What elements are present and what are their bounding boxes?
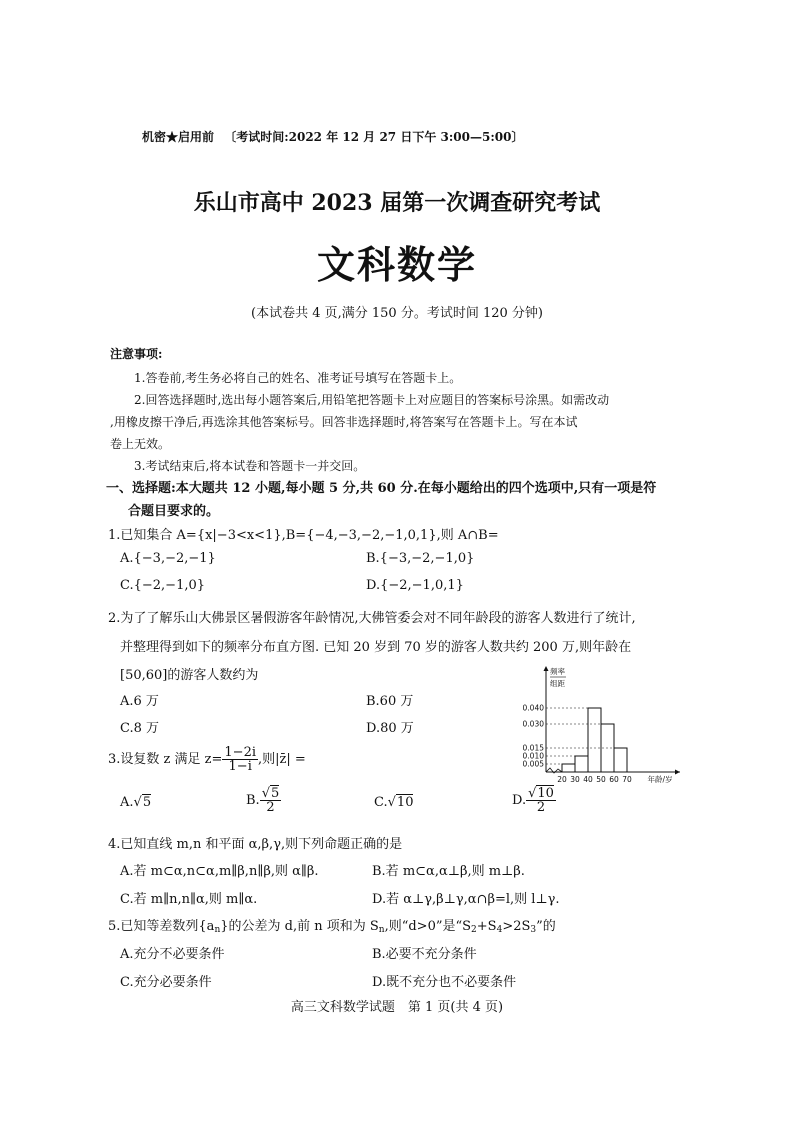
q5-subscript-s-n: n bbox=[378, 925, 385, 935]
q3-option-a-radicand: 5 bbox=[142, 795, 152, 810]
q2-option-a: A.6 万 bbox=[120, 694, 159, 709]
note-2-line-3: 卷上无效。 bbox=[110, 437, 171, 451]
q3-fraction bbox=[222, 746, 258, 773]
q2-line-3: [50,60]的游客人数约为 bbox=[120, 668, 259, 683]
q3-option-a-label: A. bbox=[120, 795, 134, 810]
secret-label: 机密★启用前 bbox=[142, 130, 215, 144]
q5-option-a: A.充分不必要条件 bbox=[120, 947, 225, 962]
q2-line-2: 并整理得到如下的频率分布直方图. 已知 20 岁到 70 岁的游客人数共约 200 万,则年龄在 bbox=[120, 640, 632, 655]
q5-stem-part-2: }的公差为 d,前 n 项和为 S bbox=[220, 919, 379, 934]
q3-option-d-radicand: 10 bbox=[537, 786, 554, 801]
q3-option-c-label: C. bbox=[374, 795, 388, 810]
q3-stem bbox=[108, 746, 306, 773]
x-tick-label: 60 bbox=[609, 775, 619, 784]
q3-option-d bbox=[512, 787, 556, 814]
y-tick-label: 0.005 bbox=[522, 759, 544, 769]
x-tick-label: 30 bbox=[570, 775, 580, 784]
histogram-bar bbox=[575, 756, 588, 772]
q4-option-d: D.若 α⊥γ,β⊥γ,α∩β=l,则 l⊥γ. bbox=[372, 892, 560, 907]
q5-option-c: C.充分必要条件 bbox=[120, 975, 212, 990]
q4-option-c: C.若 m∥n,n∥α,则 m∥α. bbox=[120, 892, 258, 907]
histogram-bar bbox=[588, 708, 601, 772]
x-tick-label: 20 bbox=[557, 775, 567, 784]
q5-option-b: B.必要不充分条件 bbox=[372, 947, 477, 962]
q5-stem-part-1: 5.已知等差数列{a bbox=[108, 919, 215, 934]
q5-greater: >2S bbox=[502, 919, 531, 934]
q3-option-b-radicand: 5 bbox=[270, 786, 280, 801]
x-axis-label: 年龄/岁 bbox=[647, 775, 673, 784]
q3-option-d-denominator: 2 bbox=[536, 800, 546, 815]
q2-line-1: 2.为了了解乐山大佛景区暑假游客年龄情况,大佛管委会对不同年龄段的游客人数进行了统计, bbox=[108, 611, 636, 626]
q4-option-a: A.若 m⊂α,n⊂α,m∥β,n∥β,则 α∥β. bbox=[120, 864, 319, 879]
q5-stem-end: ”的 bbox=[536, 919, 556, 934]
y-tick-label: 0.010 bbox=[522, 751, 544, 761]
q2-option-d: D.80 万 bbox=[366, 721, 414, 736]
y-axis-label-bottom: 组距 bbox=[550, 679, 565, 688]
q2-option-b: B.60 万 bbox=[366, 694, 414, 709]
q3-denominator: 1−i bbox=[228, 759, 252, 774]
subject-title: 文科数学 bbox=[316, 242, 477, 287]
x-tick-label: 50 bbox=[596, 775, 606, 784]
y-tick-label: 0.040 bbox=[522, 703, 544, 713]
q5-subscript-4: 4 bbox=[496, 925, 503, 935]
q3-option-c: C.√10 bbox=[374, 795, 414, 810]
q3-stem-suffix: ,则|z̄| = bbox=[258, 752, 306, 767]
q3-numerator: 1−2i bbox=[224, 745, 256, 760]
q5-subscript-2: 2 bbox=[471, 925, 477, 935]
note-3: 3.考试结束后,将本试卷和答题卡一并交回。 bbox=[134, 459, 366, 473]
q5-subscript-a-n: n bbox=[214, 925, 221, 935]
y-tick-label: 0.015 bbox=[522, 743, 544, 753]
x-axis-arrow bbox=[675, 770, 680, 775]
section-1-line-2: 合题目要求的。 bbox=[128, 504, 220, 519]
x-tick-label: 70 bbox=[622, 775, 632, 784]
note-2-line-2: ,用橡皮擦干净后,再选涂其他答案标号。回答非选择题时,将答案写在答题卡上。写在本试 bbox=[110, 415, 578, 429]
q4-stem: 4.已知直线 m,n 和平面 α,β,γ,则下列命题正确的是 bbox=[108, 837, 403, 852]
q1-option-b: B.{−3,−2,−1,0} bbox=[366, 551, 475, 566]
q4-option-b: B.若 m⊂α,α⊥β,则 m⊥β. bbox=[372, 864, 525, 879]
q5-plus: +S bbox=[476, 919, 497, 934]
y-tick-label: 0.030 bbox=[522, 719, 544, 729]
histogram-bar bbox=[614, 748, 627, 772]
q5-option-d: D.既不充分也不必要条件 bbox=[372, 975, 517, 990]
q5-subscript-3: 3 bbox=[530, 925, 537, 935]
q3-option-b-label: B. bbox=[246, 793, 260, 808]
page-footer: 高三文科数学试题 第 1 页(共 4 页) bbox=[290, 1000, 504, 1015]
q3-option-b bbox=[246, 787, 281, 814]
age-histogram bbox=[510, 664, 690, 790]
q1-option-a: A.{−3,−2,−1} bbox=[120, 551, 216, 566]
y-axis-arrow bbox=[544, 666, 549, 671]
section-1-line-1: 一、选择题:本大题共 12 小题,每小题 5 分,共 60 分.在每小题给出的四个选项中,只有一项是符 bbox=[106, 481, 657, 496]
q3-option-b-denominator: 2 bbox=[266, 800, 275, 815]
exam-title: 乐山市高中 2023 届第一次调查研究考试 bbox=[193, 190, 601, 216]
note-2-line-1: 2.回答选择题时,选出每小题答案后,用铅笔把答题卡上对应题目的答案标号涂黑。如需改动 bbox=[134, 393, 610, 407]
q3-option-c-radicand: 10 bbox=[396, 795, 414, 810]
q2-option-c: C.8 万 bbox=[120, 721, 160, 736]
q3-option-b-fraction: $\frac{√5}{2}$ bbox=[261, 786, 280, 815]
exam-info: (本试卷共 4 页,满分 150 分。考试时间 120 分钟) bbox=[251, 306, 543, 321]
q3-option-a: A.√5 bbox=[120, 795, 152, 810]
q5-stem bbox=[108, 915, 556, 935]
q3-option-d-fraction: $\frac{√10}{2}$ bbox=[528, 786, 554, 815]
exam-time: 〔考试时间:2022 年 12 月 27 日下午 3:00—5:00〕 bbox=[224, 130, 524, 144]
q3-stem-prefix: 3.设复数 z 满足 z= bbox=[108, 752, 223, 767]
q1-option-d: D.{−2,−1,0,1} bbox=[366, 578, 464, 593]
histogram-bar bbox=[562, 764, 575, 772]
q5-stem-part-3: ,则“d>0”是“S bbox=[384, 919, 472, 934]
q3-option-d-label: D. bbox=[512, 793, 527, 808]
y-axis-label-top: 频率 bbox=[550, 667, 565, 676]
q1-stem: 1.已知集合 A={x|−3<x<1},B={−4,−3,−2,−1,0,1},则 A∩B= bbox=[108, 528, 499, 543]
notes-heading: 注意事项: bbox=[110, 347, 163, 361]
q1-option-c: C.{−2,−1,0} bbox=[120, 578, 206, 593]
x-tick-label: 40 bbox=[583, 775, 593, 784]
note-1: 1.答卷前,考生务必将自己的姓名、准考证号填写在答题卡上。 bbox=[134, 371, 462, 385]
